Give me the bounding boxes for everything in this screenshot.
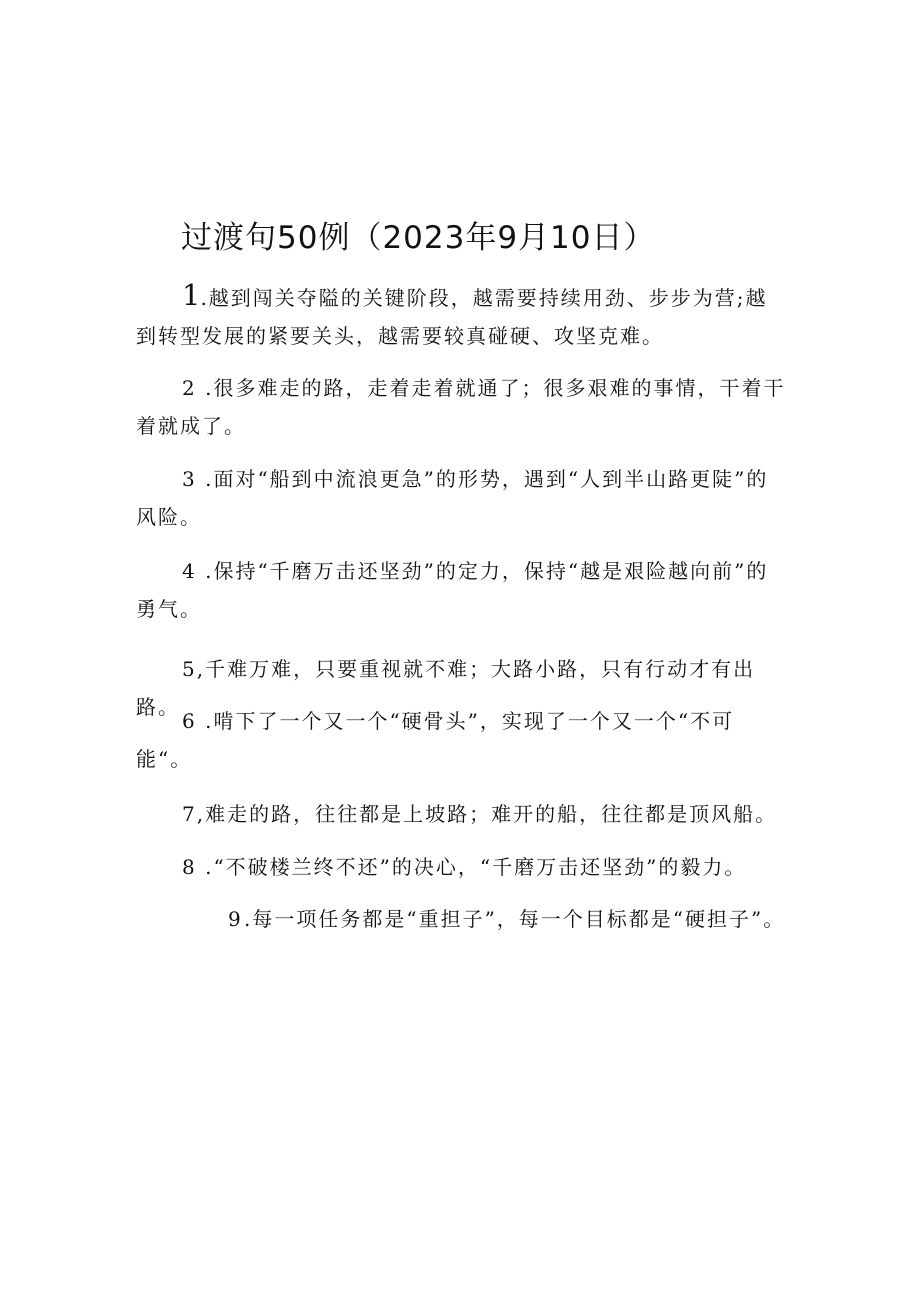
list-item <box>136 369 786 445</box>
item-text: .面对“船到中流浪更急”的形势，遇到“人到半山路更陡”的风险。 <box>136 467 769 529</box>
item-text: .啃下了一个又一个“硬骨头”，实现了一个又一个“不可能“。 <box>136 709 735 771</box>
item-number: 6 <box>182 709 197 733</box>
item-number: 1 <box>182 278 201 312</box>
item-text: 难走的路，往往都是上坡路；难开的船，往往都是顶风船。 <box>205 802 778 826</box>
item-text: .越到闯关夺隘的关键阶段，越需要持续用劲、步步为营;越到转型发展的紧要关头，越需要较真碰硬、攻坚克难。 <box>136 286 768 348</box>
item-number: 2 <box>182 376 197 400</box>
item-text: 千难万难，只要重视就不难；大路小路，只有行动才有出路。 <box>136 657 756 719</box>
list-item <box>136 702 786 778</box>
item-text: .很多难走的路，走着走着就通了；很多艰难的事情，干着干着就成了。 <box>136 376 786 438</box>
list-item <box>136 900 786 938</box>
list-item <box>136 276 786 355</box>
item-text: .保持“千磨万击还坚劲”的定力，保持“越是艰险越向前”的勇气。 <box>136 559 769 621</box>
list-item <box>136 795 786 833</box>
item-number: 3 <box>182 467 197 491</box>
document-title: 过渡句50例（2023年9月10日） <box>181 220 656 256</box>
list-item <box>136 552 786 628</box>
item-number: 5, <box>182 657 206 681</box>
item-number: 9 <box>228 907 241 931</box>
item-number: 7, <box>182 802 206 826</box>
item-number: 4 <box>182 559 197 583</box>
item-number: 8 <box>182 855 197 879</box>
item-text: .每一项任务都是“重担子”，每一个目标都是“硬担子”。 <box>244 907 786 931</box>
item-text: .“不破楼兰终不还”的决心，“千磨万击还坚劲”的毅力。 <box>196 855 747 879</box>
list-item <box>136 848 786 886</box>
list-item <box>136 460 786 536</box>
